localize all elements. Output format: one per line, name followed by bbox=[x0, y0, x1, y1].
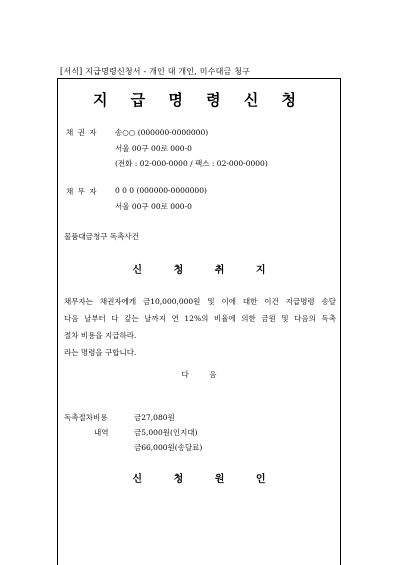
purpose-heading bbox=[58, 261, 340, 276]
cause-heading bbox=[58, 470, 340, 485]
next-heading-char: 음 bbox=[209, 370, 217, 379]
cause-heading-char: 신 bbox=[132, 474, 143, 485]
document-title: 지 급 명 령 신 청 bbox=[92, 91, 306, 109]
creditor-address: 서울 00구 00로 000-0 bbox=[115, 144, 192, 153]
cause-heading-char: 청 bbox=[173, 474, 184, 485]
costs-item: 금5,000원(인지대) bbox=[134, 428, 198, 437]
debtor-name: 0 0 0 (000000-0000000) bbox=[115, 186, 207, 195]
purpose-line: 다음 날부터 다 갚는 날까지 연 12%의 비율에 의한 금원 및 다음의 독촉 bbox=[64, 314, 336, 323]
document-frame bbox=[57, 78, 341, 565]
purpose-heading-char: 신 bbox=[132, 265, 143, 276]
cause-heading-char: 인 bbox=[255, 474, 266, 485]
case-name: 물품대금청구 독촉사건 bbox=[64, 232, 139, 241]
purpose-heading-char: 취 bbox=[214, 265, 225, 276]
cause-heading-char: 원 bbox=[214, 474, 225, 485]
purpose-body bbox=[64, 293, 336, 361]
purpose-heading-char: 청 bbox=[173, 265, 184, 276]
next-heading bbox=[58, 369, 340, 380]
debtor-address: 서울 00구 00로 000-0 bbox=[115, 202, 192, 211]
costs-item: 금66,000원(송달료) bbox=[134, 443, 203, 452]
purpose-line: 라는 명령을 구합니다. bbox=[64, 348, 137, 357]
creditor-contact: (전화 : 02-000-0000 / 팩스 : 02-000-0000) bbox=[115, 159, 268, 168]
creditor-name: 송○○ (000000-0000000) bbox=[115, 128, 209, 137]
next-heading-char: 다 bbox=[181, 370, 189, 379]
purpose-heading-char: 지 bbox=[255, 265, 266, 276]
creditor-label: 채 권 자 bbox=[66, 128, 98, 137]
form-caption: [서식] 지급명령신청서 - 개인 대 개인, 미수대금 청구 bbox=[60, 67, 251, 76]
costs-label: 독촉절차비용 bbox=[64, 413, 108, 422]
purpose-line: 절차 비용을 지급하라. bbox=[64, 331, 137, 340]
purpose-line: 채무자는 채권자에게 금10,000,000원 및 이에 대한 이건 지급명령 송달 bbox=[64, 297, 336, 306]
costs-detail-label: 내역 bbox=[94, 428, 109, 437]
debtor-label: 채 무 자 bbox=[66, 187, 98, 196]
costs-total: 금27,080원 bbox=[134, 413, 175, 422]
